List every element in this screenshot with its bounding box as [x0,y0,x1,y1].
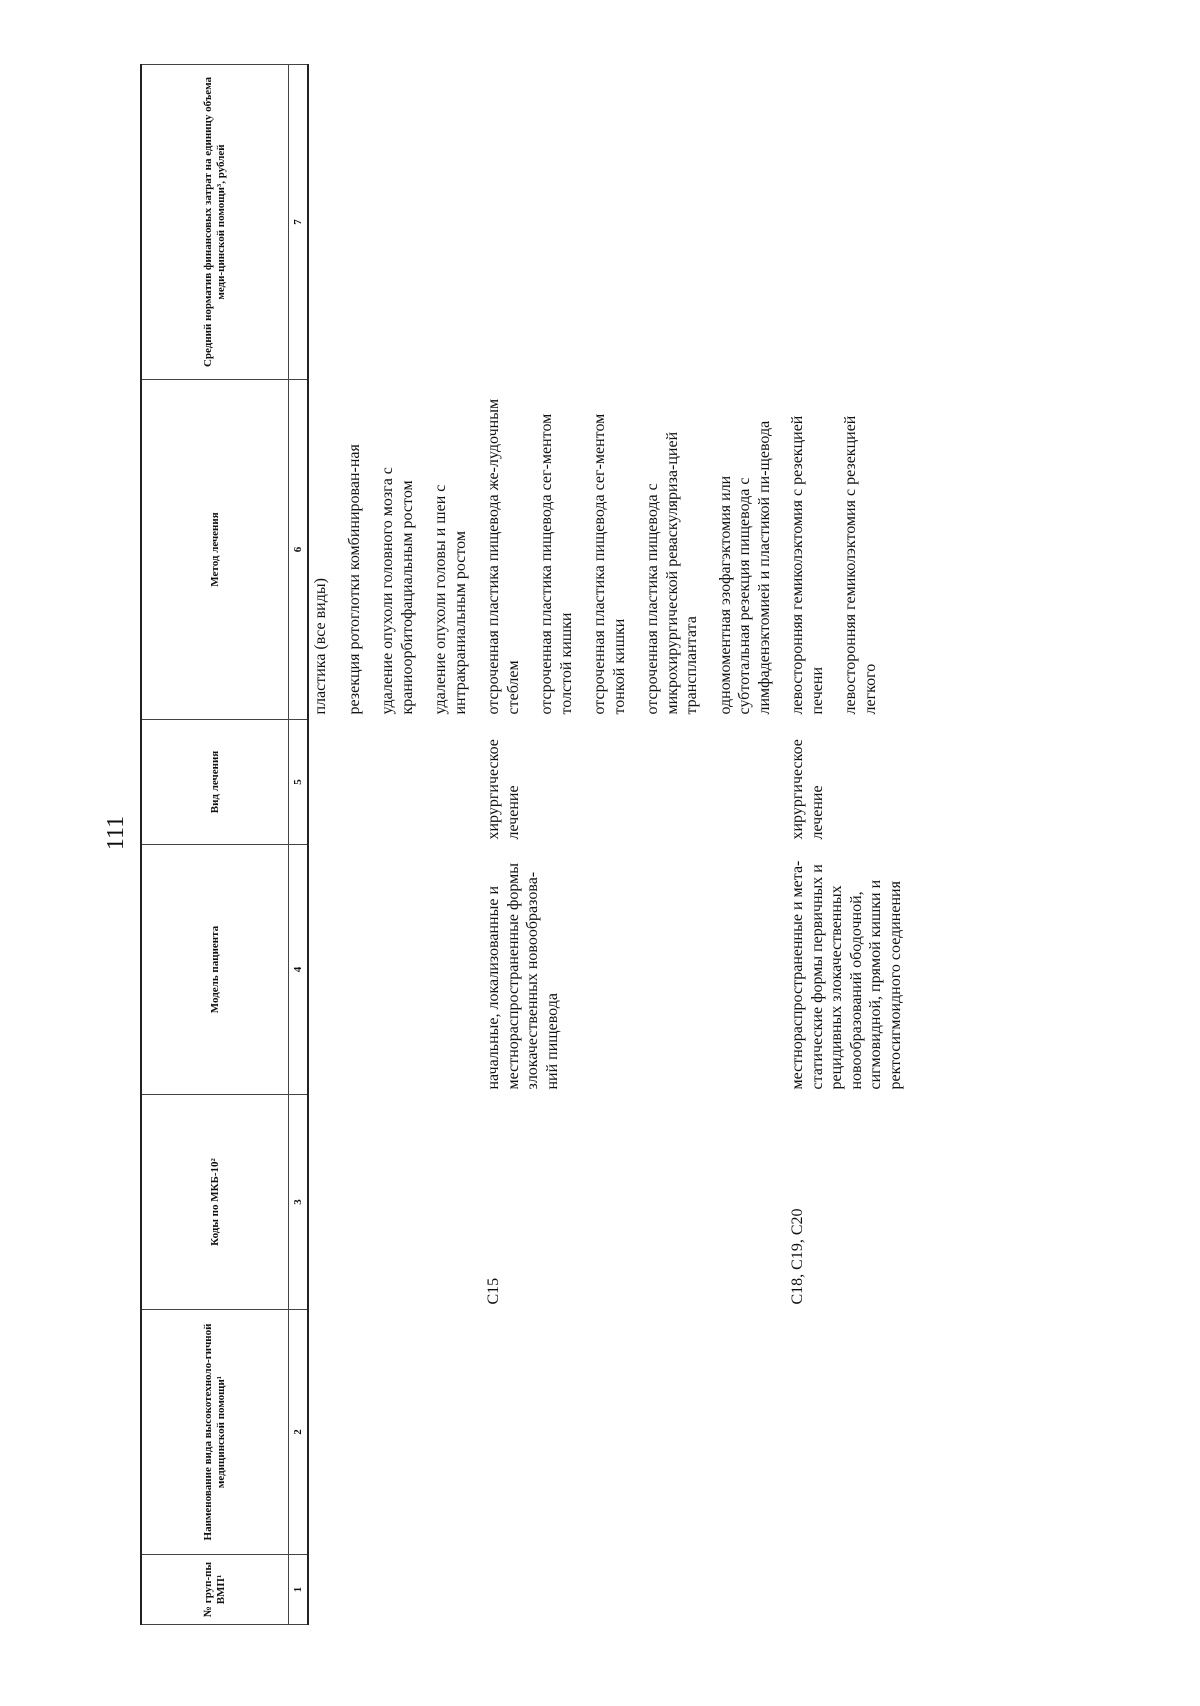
column-number: 4 [289,845,309,1095]
header-patient-model: Модель пациента [141,845,289,1095]
column-number: 7 [289,65,309,380]
header-icd-codes: Коды по МКБ-10² [141,1095,289,1310]
table-row [472,65,776,1625]
treatment-method: левосторонняя гемиколэктомия с резекцией печени [789,415,826,715]
treatment-method: удаление опухоли головного мозга с краниоорбитофациальным ростом [379,467,416,715]
column-number-row [289,65,309,1625]
patient-model-cell: местнораспространенные и мета-статические формы первичных и рецидивных злокачественных новообразований ободочной, сигмовидной, прямой кишки и ректосигмоидного соединения [789,860,904,1090]
treatment-method: левосторонняя гемиколэктомия с резекцией легкого [842,415,879,715]
treatment-methods-cell [308,380,472,720]
treatment-type-cell: хирургическое лечение [485,739,522,840]
column-number: 6 [289,380,309,720]
page-number: 111 [103,815,129,851]
treatment-methods-cell [472,380,776,720]
table-rotated-container [140,65,1130,1625]
treatment-method: пластика (все виды) [312,578,329,715]
column-number: 2 [289,1310,309,1555]
treatment-methods-cell [776,380,907,720]
header-treatment-type: Вид лечения [141,720,289,845]
column-number: 1 [289,1555,309,1625]
header-group-number: № груп-пы ВМП¹ [141,1555,289,1625]
column-number: 3 [289,1095,309,1310]
treatment-method: отсроченная пластика пищевода сег-ментом толстой кишки [538,413,575,715]
table-row [308,65,472,1625]
table-row [776,65,907,1625]
patient-model-cell: начальные, локализованные и местнораспространенные формы злокачественных новообразова-ний пищевода [485,863,561,1090]
treatment-method: одномоментная эзофагэктомия или субтотальная резекция пищевода с лимфаденэктомией и пластикой пи-щевода [716,420,773,715]
vmp-table [140,64,907,1625]
header-row [141,65,289,1625]
treatment-method: резекция ротоглотки комбинирован-ная [345,444,363,715]
header-cost-norm: Средний норматив финансовых затрат на единицу объема меди-цинской помощи³, рублей [141,65,289,380]
treatment-method: отсроченная пластика пищевода же-лудочным стеблем [485,398,522,715]
header-treatment-method: Метод лечения [141,380,289,720]
treatment-type-cell: хирургическое лечение [789,739,826,840]
treatment-method: удаление опухоли головы и шеи с интракраниальным ростом [432,484,469,715]
treatment-method: отсроченная пластика пищевода с микрохирургической реваскуляриза-цией трансплантата [644,431,701,715]
icd-codes-cell: С18, С19, С20 [789,1208,807,1305]
icd-codes-cell: С15 [485,1277,503,1305]
column-number: 5 [289,720,309,845]
header-vmp-name: Наименование вида высокотехноло-гичной медицинской помощи¹ [141,1310,289,1555]
treatment-method: отсроченная пластика пищевода сег-ментом тонкой кишки [591,413,628,715]
